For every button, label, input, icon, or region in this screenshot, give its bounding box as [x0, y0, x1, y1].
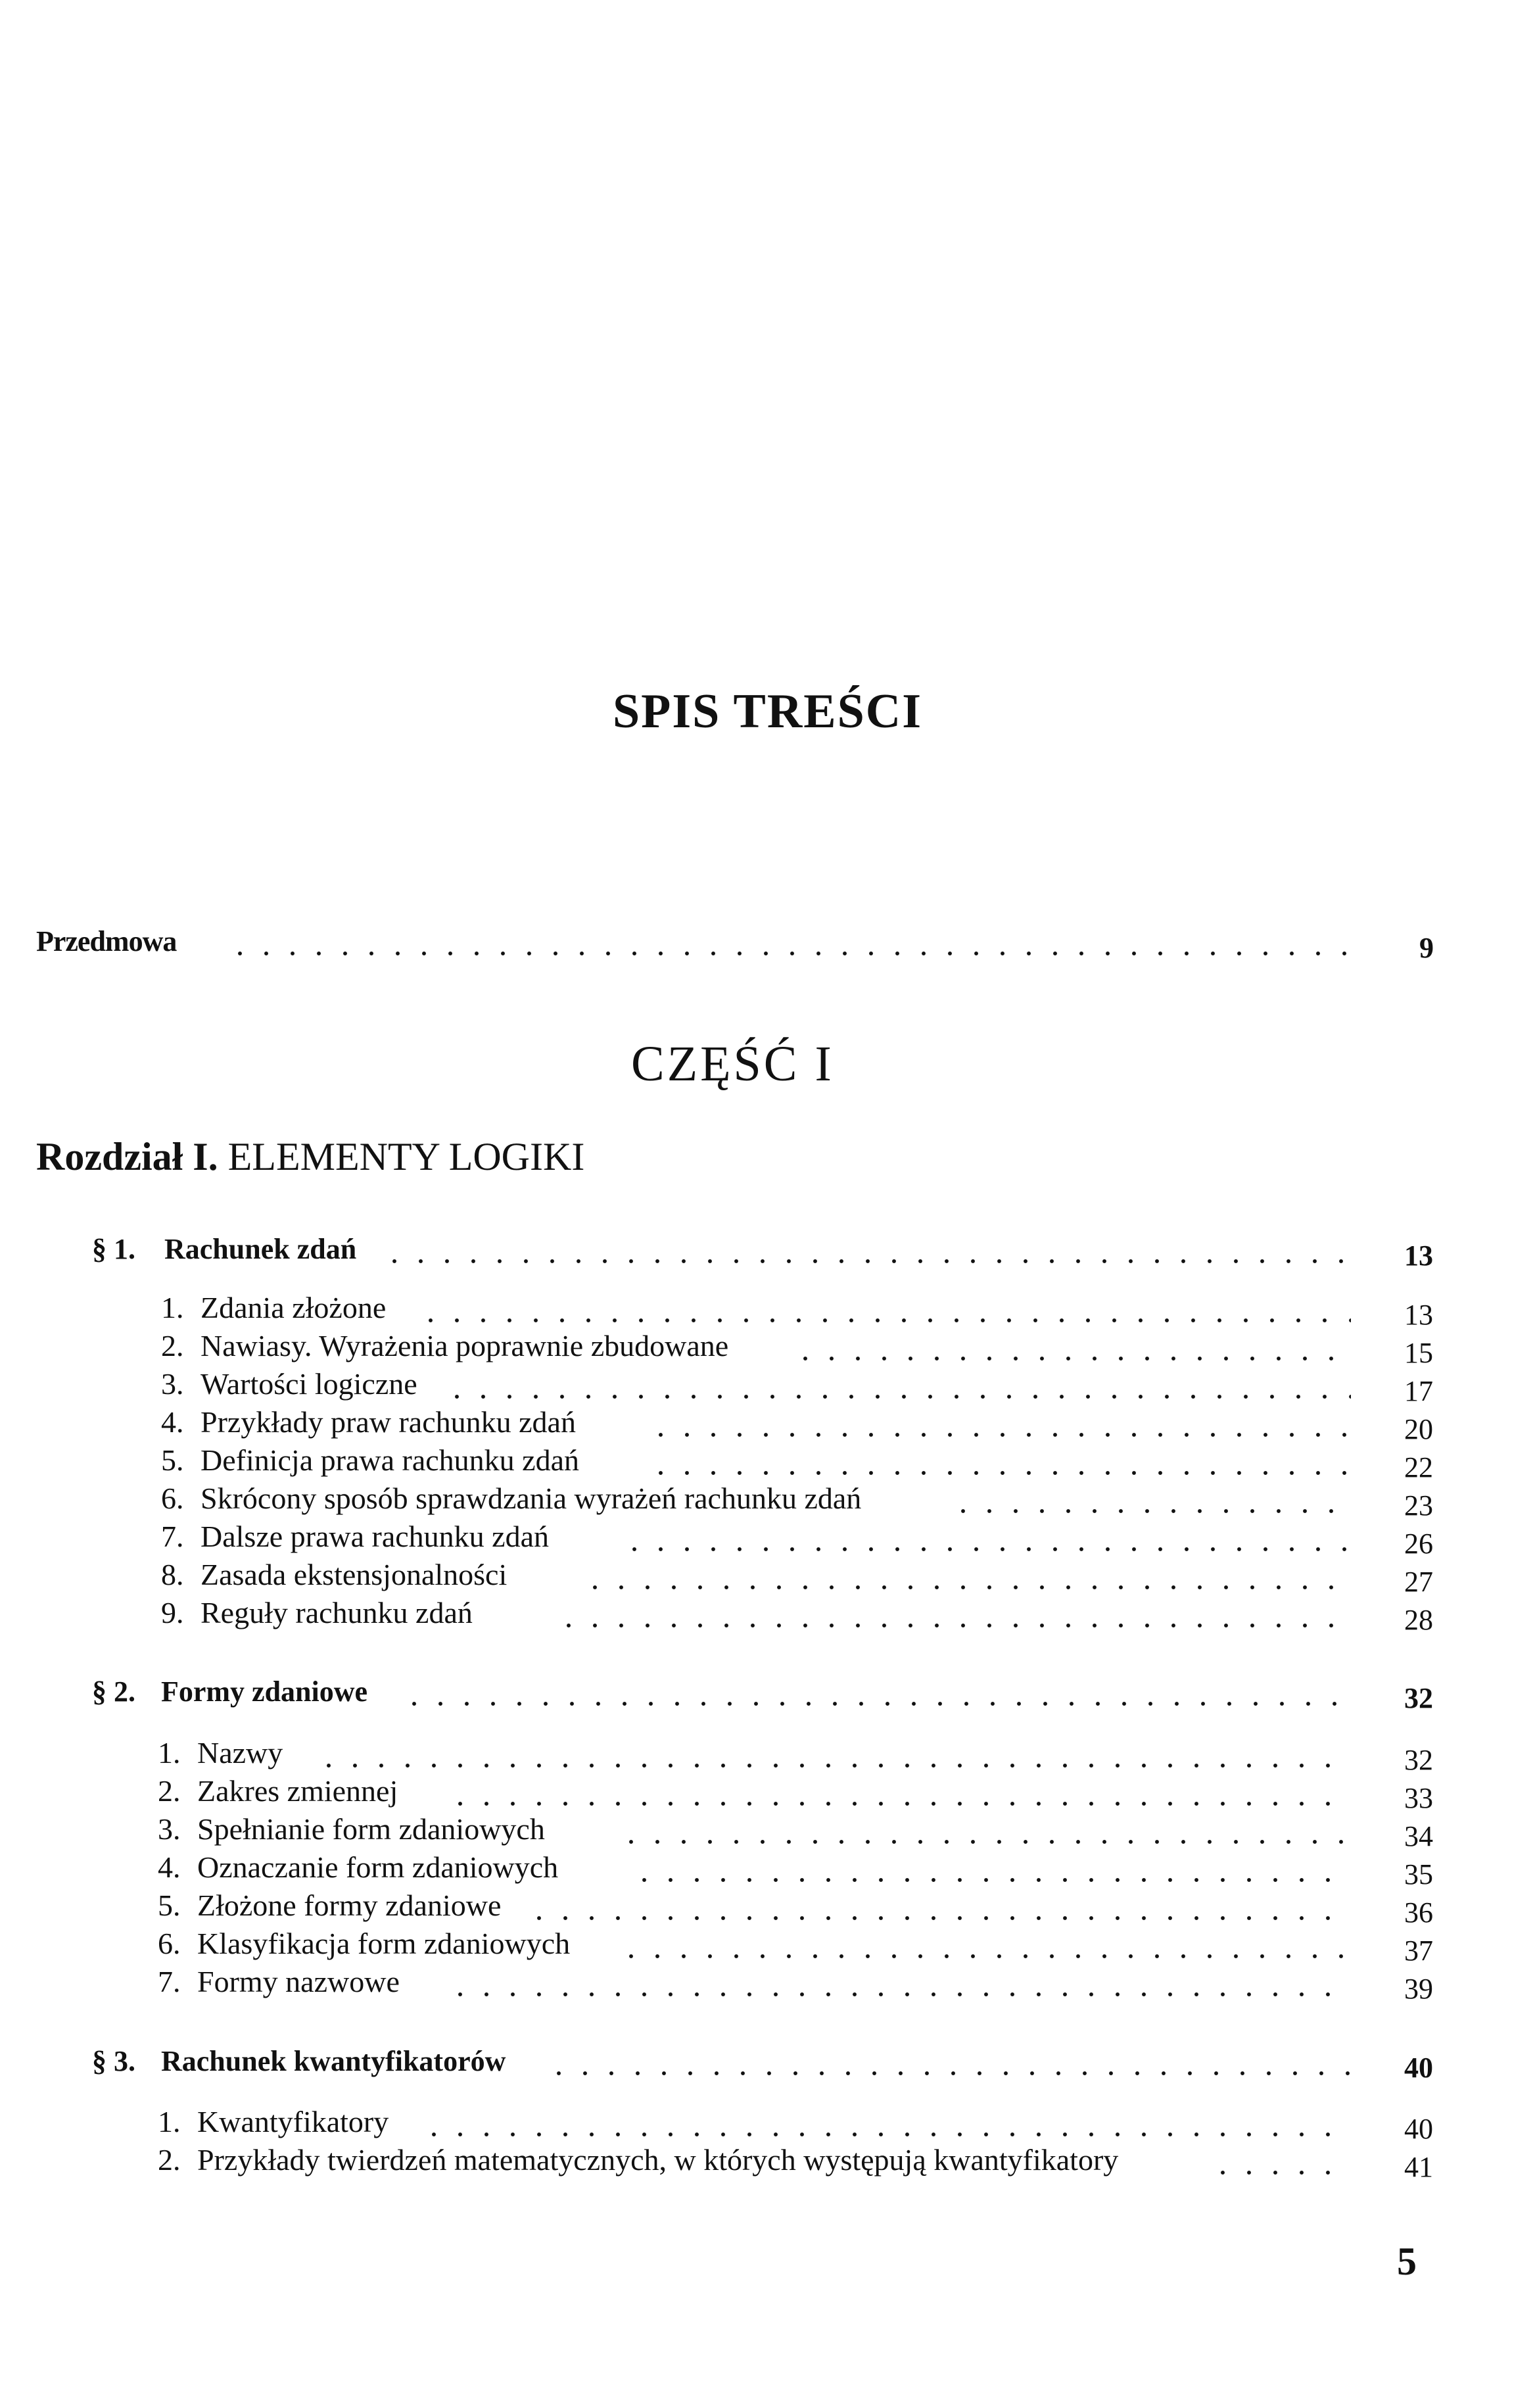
toc-item-row[interactable]: [161, 1558, 1433, 1597]
toc-item-row[interactable]: [158, 1965, 1433, 2004]
toc-item-row[interactable]: [161, 1291, 1433, 1330]
toc-page-number: 13: [1404, 1240, 1433, 1272]
item-title: Spełnianie form zdaniowych: [197, 1812, 554, 1846]
toc-page-number: 17: [1404, 1375, 1433, 1407]
item-title: Zdania złożone: [201, 1290, 395, 1325]
leader-dots: [1210, 2171, 1351, 2175]
item-title: Definicja prawa rachunku zdań: [201, 1443, 588, 1478]
toc-item-row[interactable]: [161, 1596, 1433, 1635]
item-title: Oznaczanie form zdaniowych: [197, 1850, 567, 1885]
toc-page-number: 40: [1404, 2052, 1433, 2084]
item-number: 2.: [158, 1774, 181, 1808]
toc-item-row[interactable]: [158, 1850, 1433, 1890]
toc-section-row[interactable]: [92, 2044, 1433, 2083]
item-title: Reguły rachunku zdań: [201, 1595, 482, 1630]
toc-page-number: 9: [1419, 932, 1433, 964]
toc-page-number: 22: [1404, 1451, 1433, 1483]
leader-dots: [648, 1433, 1351, 1437]
leader-dots: [546, 2071, 1351, 2075]
item-number: 1.: [161, 1291, 184, 1324]
leader-dots: [621, 1547, 1351, 1551]
section-number: § 3.: [92, 2045, 135, 2077]
section-number: § 2.: [92, 1675, 135, 1708]
leader-dots: [421, 2132, 1351, 2136]
chapter-title: ELEMENTY LOGIKI: [227, 1135, 585, 1178]
item-number: 5.: [161, 1443, 184, 1477]
toc-page-number: 32: [1404, 1682, 1433, 1714]
leader-dots: [447, 1992, 1351, 1996]
item-number: 2.: [158, 2143, 181, 2177]
item-number: 1.: [158, 2105, 181, 2138]
toc-page-number: 26: [1404, 1528, 1433, 1560]
item-number: 3.: [161, 1367, 184, 1401]
part-title: CZĘŚĆ I: [631, 1036, 834, 1092]
page-number: 5: [1397, 2240, 1417, 2283]
item-number: 8.: [161, 1558, 184, 1591]
toc-page-number: 28: [1404, 1604, 1433, 1636]
toc-preface-row[interactable]: [36, 924, 1433, 963]
toc-item-row[interactable]: [158, 1889, 1433, 1928]
toc-page-number: 33: [1404, 1782, 1433, 1814]
leader-dots: [444, 1395, 1351, 1399]
section-title: Formy zdaniowe: [161, 1675, 377, 1708]
toc-item-row[interactable]: [161, 1405, 1433, 1445]
leader-dots: [631, 1878, 1351, 1882]
leader-dots: [618, 1954, 1351, 1958]
leader-dots: [316, 1764, 1351, 1768]
toc-page-number: 13: [1404, 1299, 1433, 1331]
toc-page-number: 35: [1404, 1858, 1433, 1890]
item-number: 2.: [161, 1329, 184, 1362]
item-number: 6.: [161, 1481, 184, 1515]
chapter-label: Rozdział I.: [36, 1135, 218, 1178]
toc-page-number: 27: [1404, 1566, 1433, 1598]
leader-dots: [792, 1357, 1351, 1361]
section-title: Rachunek zdań: [164, 1232, 366, 1266]
toc-item-row[interactable]: [161, 1443, 1433, 1483]
item-title: Dalsze prawa rachunku zdań: [201, 1519, 558, 1554]
toc-item-row[interactable]: [161, 1367, 1433, 1407]
item-number: 7.: [158, 1965, 181, 1998]
toc-item-row[interactable]: [158, 1927, 1433, 1966]
item-number: 3.: [158, 1812, 181, 1846]
leader-dots: [227, 951, 1351, 955]
item-number: 4.: [161, 1405, 184, 1439]
item-title: Złożone formy zdaniowe: [197, 1888, 510, 1923]
toc-item-row[interactable]: [161, 1329, 1433, 1368]
leader-dots: [381, 1259, 1351, 1263]
toc-page-number: 15: [1404, 1337, 1433, 1369]
toc-page-number: 40: [1404, 2113, 1433, 2145]
item-number: 4.: [158, 1850, 181, 1884]
toc-item-row[interactable]: [158, 2105, 1433, 2144]
toc-page-number: 20: [1404, 1413, 1433, 1445]
item-title: Nawiasy. Wyrażenia poprawnie zbudowane: [201, 1328, 738, 1363]
section-title: Rachunek kwantyfikatorów: [161, 2044, 515, 2078]
leader-dots: [526, 1916, 1351, 1920]
toc-page-number: 36: [1404, 1896, 1433, 1929]
toc-page-number: 39: [1404, 1973, 1433, 2005]
toc-preface-label: Przedmowa: [36, 925, 185, 958]
toc-page-number: 23: [1404, 1489, 1433, 1522]
toc-item-row[interactable]: [161, 1520, 1433, 1559]
item-number: 7.: [161, 1520, 184, 1553]
chapter-heading: [36, 1134, 584, 1180]
item-title: Kwantyfikatory: [197, 2104, 398, 2139]
leader-dots: [447, 1802, 1351, 1806]
toc-item-row[interactable]: [158, 1812, 1433, 1852]
toc-page-number: 37: [1404, 1935, 1433, 1967]
item-number: 5.: [158, 1889, 181, 1922]
item-title: Wartości logiczne: [201, 1366, 427, 1401]
leader-dots: [950, 1509, 1351, 1513]
leader-dots: [582, 1585, 1351, 1589]
toc-page-number: 32: [1404, 1744, 1433, 1776]
toc-item-row[interactable]: [158, 1774, 1433, 1814]
toc-section-row[interactable]: [92, 1674, 1433, 1714]
item-title: Klasyfikacja form zdaniowych: [197, 1926, 579, 1961]
leader-dots: [401, 1702, 1351, 1706]
item-title: Zakres zmiennej: [197, 1773, 407, 1808]
item-title: Zasada ekstensjonalności: [201, 1557, 516, 1592]
item-title: Formy nazwowe: [197, 1964, 409, 1999]
toc-item-row[interactable]: [161, 1481, 1433, 1521]
item-title: Przykłady twierdzeń matematycznych, w których występują kwantyfikatory: [197, 2142, 1127, 2177]
item-title: Przykłady praw rachunku zdań: [201, 1405, 585, 1439]
toc-item-row[interactable]: [158, 2143, 1433, 2182]
page-title: SPIS TREŚCI: [612, 685, 923, 738]
toc-page-number: 41: [1404, 2151, 1433, 2183]
item-number: 6.: [158, 1927, 181, 1960]
item-number: 9.: [161, 1596, 184, 1629]
leader-dots: [417, 1318, 1351, 1322]
toc-page-number: 34: [1404, 1820, 1433, 1852]
leader-dots: [648, 1471, 1351, 1475]
item-title: Nazwy: [197, 1735, 292, 1770]
toc-item-row[interactable]: [158, 1736, 1433, 1775]
item-number: 1.: [158, 1736, 181, 1770]
leader-dots: [618, 1840, 1351, 1844]
toc-section-row[interactable]: [92, 1232, 1433, 1271]
leader-dots: [555, 1624, 1351, 1627]
section-number: § 1.: [92, 1233, 135, 1265]
item-title: Skrócony sposób sprawdzania wyrażeń rachunku zdań: [201, 1481, 870, 1516]
